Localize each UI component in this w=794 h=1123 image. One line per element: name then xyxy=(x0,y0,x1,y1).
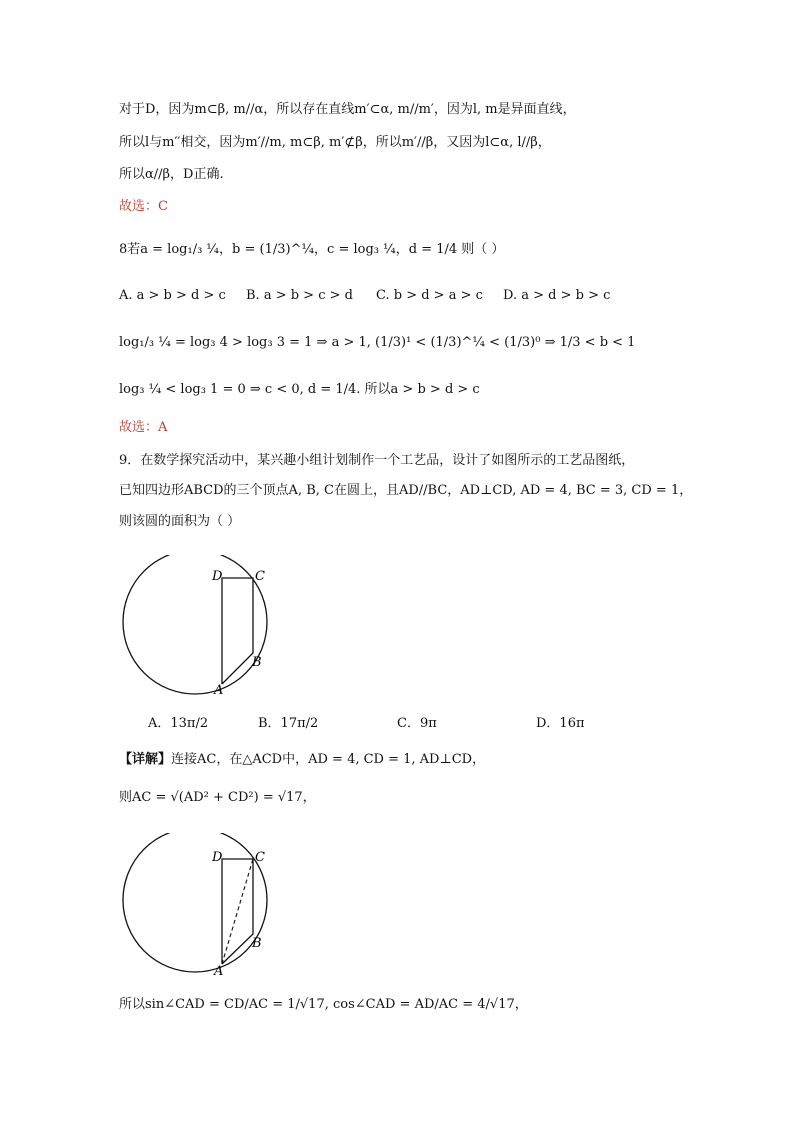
q9-line2: 已知四边形ABCD的三个顶点A, B, C在圆上，且AD//BC，AD⊥CD, AD = 4, BC = 3, CD = 1， xyxy=(119,483,693,498)
q9-option-a: A．13π/2 xyxy=(148,716,209,731)
circle-figure-2 xyxy=(115,833,315,983)
q9-line3: 则该圆的面积为（ ） xyxy=(119,514,241,529)
q8-stem: 8若a = log₁/₃ ¼，b = (1/3)^¼，c = log₃ ¼，d = 1/4 则（ ） xyxy=(119,242,505,257)
q9-option-c: C．9π xyxy=(397,716,437,731)
quadrilateral-abcd xyxy=(222,578,253,684)
answer-7: 故选：C xyxy=(119,199,168,214)
circle xyxy=(123,555,267,694)
q8-work2: log₃ ¼ < log₃ 1 = 0 ⇒ c < 0, d = 1/4. 所以a > b > d > c xyxy=(119,382,480,397)
label-b: B xyxy=(252,655,262,670)
q8-option-c: C. b > d > a > c xyxy=(376,288,483,303)
detail-label: 【详解】 xyxy=(119,752,172,767)
d-reason-line1: 对于D，因为m⊂β, m//α，所以存在直线m′⊂α, m//m′，因为l, m是异面直线， xyxy=(119,102,576,117)
q9-detail3: 所以sin∠CAD = CD/AC = 1/√17, cos∠CAD = AD/AC = 4/√17， xyxy=(119,997,528,1012)
d-reason-line3: 所以α//β，D正确. xyxy=(119,167,224,182)
q9-option-b: B．17π/2 xyxy=(258,716,319,731)
q9-detail2: 则AC = √(AD² + CD²) = √17， xyxy=(119,790,316,805)
q8-option-b: B. a > b > c > d xyxy=(246,288,353,303)
label-c: C xyxy=(255,569,265,584)
label-d: D xyxy=(212,850,223,865)
q9-line1: 9．在数学探究活动中，某兴趣小组计划制作一个工艺品，设计了如图所示的工艺品图纸， xyxy=(119,453,635,468)
answer-8: 故选：A xyxy=(119,420,168,435)
q8-work1: log₁/₃ ¼ = log₃ 4 > log₃ 3 = 1 ⇒ a > 1, (1/3)¹ < (1/3)^¼ < (1/3)⁰ ⇒ 1/3 < b < 1 xyxy=(119,335,636,350)
label-a: A xyxy=(214,683,224,698)
label-b: B xyxy=(252,936,262,951)
q9-option-d: D．16π xyxy=(536,716,585,731)
label-a: A xyxy=(214,964,224,979)
q8-option-a: A. a > b > d > c xyxy=(119,288,226,303)
label-d: D xyxy=(212,569,223,584)
q8-option-d: D. a > d > b > c xyxy=(503,288,611,303)
detail-text: 连接AC，在△ACD中，AD = 4, CD = 1, AD⊥CD， xyxy=(171,752,486,767)
circle xyxy=(123,833,267,972)
circle-figure-1 xyxy=(115,555,315,705)
q9-detail1 xyxy=(119,750,485,770)
label-c: C xyxy=(255,850,265,865)
d-reason-line2: 所以l与m′′相交，因为m′//m, m⊂β, m′⊄β，所以m′//β，又因为l⊂α, l//β， xyxy=(119,135,551,150)
